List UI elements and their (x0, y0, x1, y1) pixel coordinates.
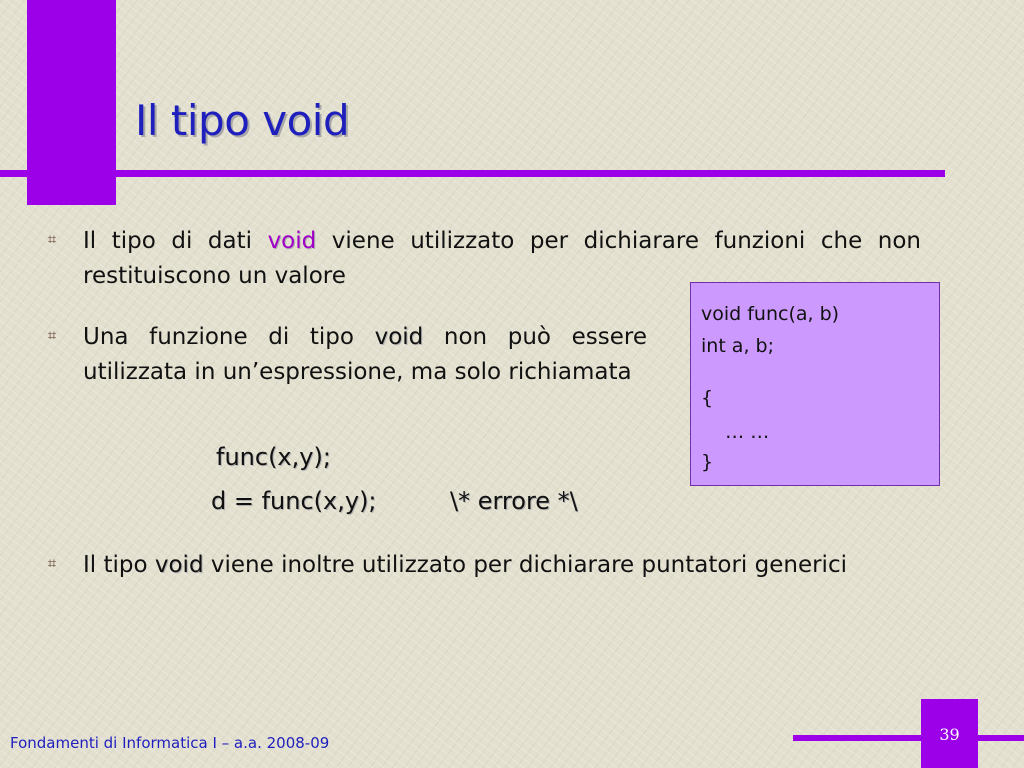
code-box-line-2: int a, b; (701, 335, 774, 357)
bullet-2-post: non può essere utilizzata in un’espressione, ma solo richiamata (83, 324, 647, 385)
slide-title: Il tipo void (135, 96, 350, 145)
bullet-3-pre: Il tipo (83, 552, 155, 578)
code-box-line-5: } (701, 451, 714, 473)
page-number-box (921, 699, 978, 768)
code-example-call: func(x,y); (216, 443, 331, 471)
code-box-line-3: { (701, 387, 714, 409)
code-box (690, 282, 940, 486)
decor-title-underline (0, 170, 945, 177)
code-example-comment: \* errore *\ (450, 487, 578, 515)
footer-course-label: Fondamenti di Informatica I – a.a. 2008-09 (10, 734, 330, 752)
bullet-2-pre: Una funzione di tipo (83, 324, 375, 350)
page-number: 39 (939, 725, 960, 744)
bullet-text-3 (83, 548, 921, 583)
decor-bottom-bar-left (793, 735, 921, 741)
bullet-2-keyword: void (374, 324, 424, 350)
bullet-1-post: viene utilizzato per dichiarare funzioni che non restituiscono un valore (83, 228, 921, 289)
bullet-3-post: viene inoltre utilizzato per dichiarare puntatori generici (203, 552, 847, 578)
code-box-line-4: … … (701, 421, 770, 443)
code-box-line-1: void func(a, b) (701, 303, 840, 325)
code-example-assign: d = func(x,y); (211, 487, 377, 515)
hash-bullet-icon: ⌗ (47, 554, 57, 572)
bullet-1-keyword: void (267, 228, 317, 254)
decor-bottom-bar-right (978, 735, 1024, 741)
bullet-3-keyword: void (154, 552, 204, 578)
hash-bullet-icon: ⌗ (47, 230, 57, 248)
hash-bullet-icon: ⌗ (47, 326, 57, 344)
bullet-1-pre: Il tipo di dati (83, 228, 268, 254)
bullet-text-2 (83, 320, 647, 390)
